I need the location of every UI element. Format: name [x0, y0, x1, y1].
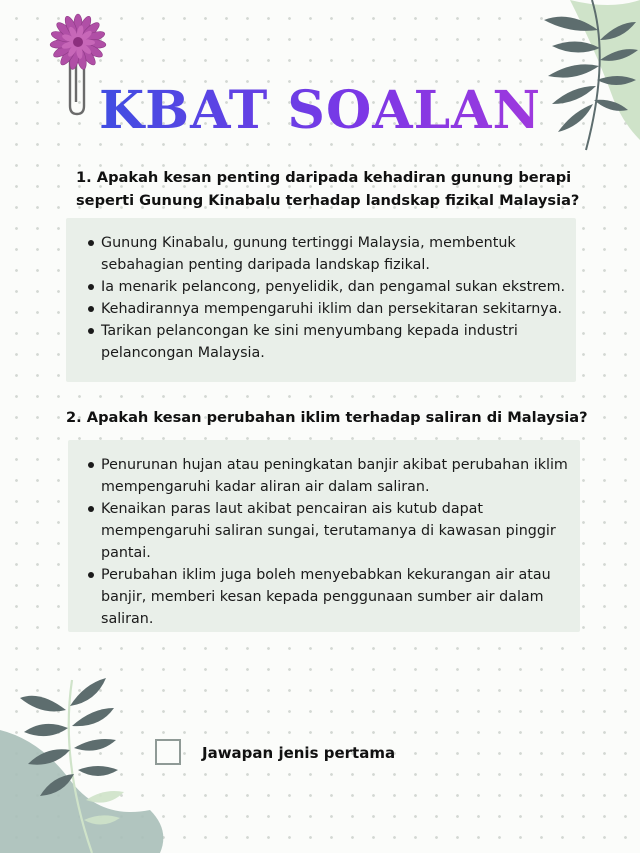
page-title: KBAT SOALAN — [0, 80, 640, 141]
list-item: Ia menarik pelancong, penyelidik, dan pengamal sukan ekstrem. — [86, 276, 566, 298]
list-item: Penurunan hujan atau peningkatan banjir akibat perubahan iklim mempengaruhi kadar aliran air dalam saliran. — [86, 454, 570, 498]
question-1: 1. Apakah kesan penting daripada kehadiran gunung berapi seperti Gunung Kinabalu terhadap landskap fizikal Malaysia? — [76, 169, 580, 209]
list-item: Gunung Kinabalu, gunung tertinggi Malaysia, membentuk sebahagian penting daripada landskap fizikal. — [86, 232, 566, 276]
answer-panel-1 — [66, 218, 576, 382]
question-2: 2. Apakah kesan perubahan iklim terhadap saliran di Malaysia? — [66, 409, 588, 426]
answer-checkbox[interactable] — [155, 739, 181, 765]
list-item: Perubahan iklim juga boleh menyebabkan kekurangan air atau banjir, memberi kesan kepada penggunaan sumber air dalam saliran. — [86, 564, 570, 630]
answer-panel-2 — [68, 440, 580, 632]
answer-list-2 — [86, 454, 570, 630]
answer-list-1 — [86, 232, 566, 364]
list-item: Kenaikan paras laut akibat pencairan ais kutub dapat mempengaruhi saliran sungai, terutamanya di kawasan pinggir pantai. — [86, 498, 570, 564]
list-item: Kehadirannya mempengaruhi iklim dan persekitaran sekitarnya. — [86, 298, 566, 320]
list-item: Tarikan pelancongan ke sini menyumbang kepada industri pelancongan Malaysia. — [86, 320, 566, 364]
leaf-branch-icon — [0, 670, 170, 853]
answer-checkbox-label: Jawapan jenis pertama — [202, 744, 396, 762]
